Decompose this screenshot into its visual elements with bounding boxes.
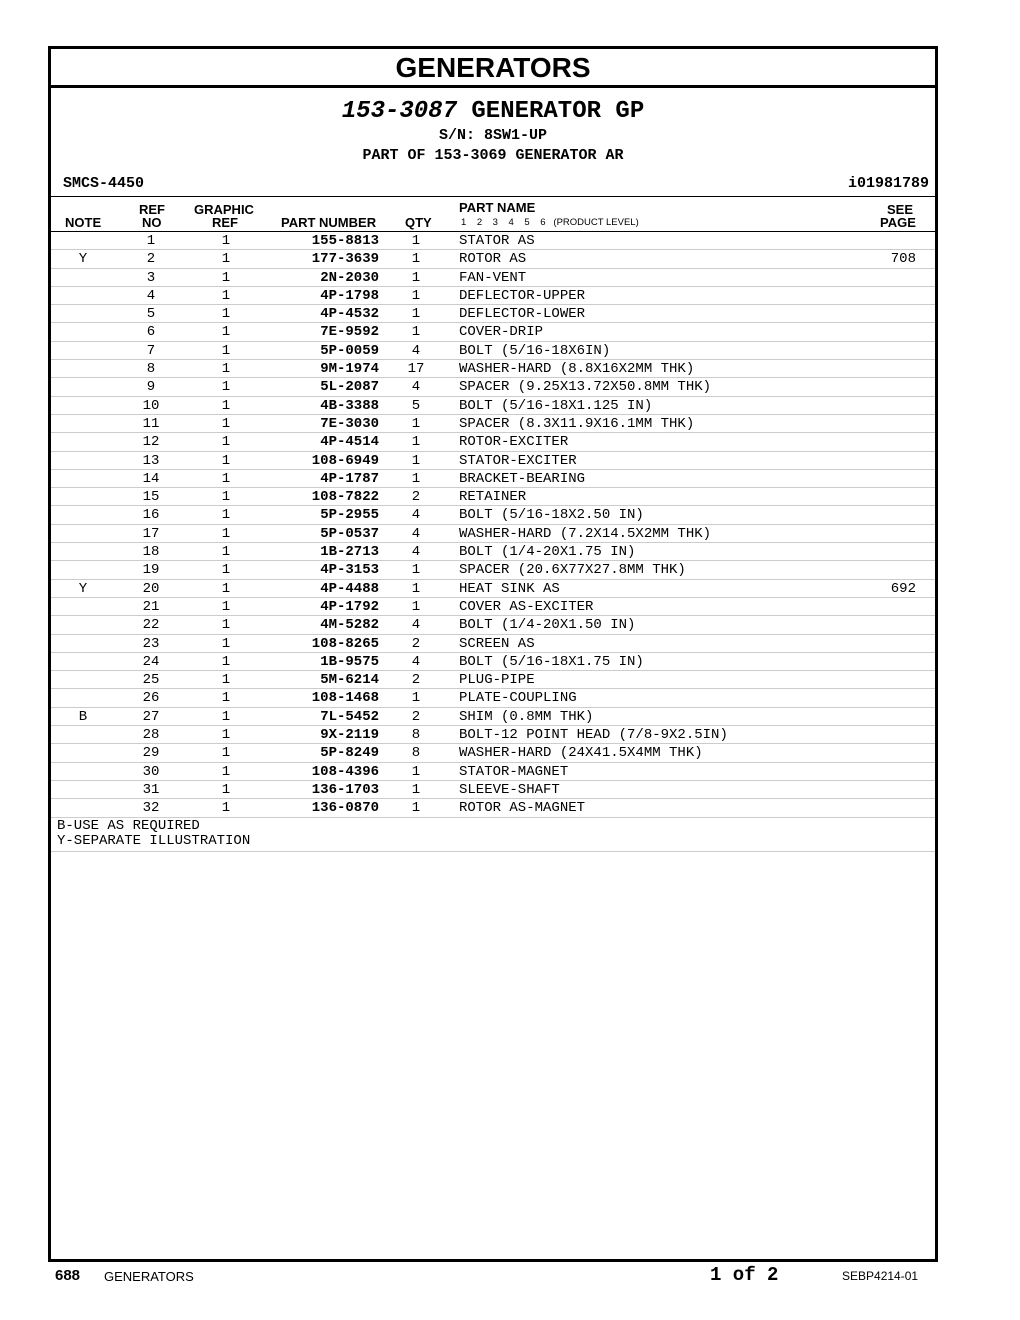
ref-no-cell: 6 [146,324,156,341]
table-row [51,781,935,799]
qty-cell: 4 [411,379,421,396]
part-number-cell: 5P-0059 [320,342,379,359]
graphic-ref-cell: 1 [221,617,231,634]
part-number-cell: 2N-2030 [320,269,379,286]
col-see-bottom: PAGE [880,215,916,230]
see-page-cell: 692 [890,580,916,597]
part-name-cell: SLEEVE-SHAFT [459,781,560,798]
ref-no-cell: 4 [146,287,156,304]
ref-no-cell: 10 [142,397,160,414]
col-qty: QTY [405,215,432,230]
ref-no-cell: 9 [146,379,156,396]
qty-cell: 1 [411,306,421,323]
qty-cell: 4 [411,617,421,634]
table-row [51,360,935,378]
graphic-ref-cell: 1 [221,580,231,597]
col-part-number: PART NUMBER [281,215,377,230]
graphic-ref-cell: 1 [221,763,231,780]
ref-no-cell: 27 [142,708,160,725]
ref-no-cell: 23 [142,635,160,652]
qty-cell: 1 [411,233,421,249]
ref-no-cell: 17 [142,525,160,542]
table-row [51,378,935,396]
part-name-cell: SPACER (20.6X77X27.8MM THK) [459,562,686,579]
graphic-ref-cell: 1 [221,562,231,579]
part-name-cell: SCREEN AS [459,635,535,652]
graphic-ref-cell: 1 [221,415,231,432]
table-row [51,635,935,653]
see-page-cell: 708 [890,251,916,268]
graphic-ref-cell: 1 [221,489,231,506]
part-number-cell: 4B-3388 [320,397,379,414]
part-number-cell: 136-0870 [311,800,379,817]
table-row [51,708,935,726]
part-number-cell: 4M-5282 [320,617,379,634]
part-number-cell: 136-1703 [311,781,379,798]
ref-no-cell: 30 [142,763,160,780]
ref-no-cell: 5 [146,306,156,323]
part-number-cell: 4P-1787 [320,470,379,487]
table-row [51,305,935,323]
ref-no-cell: 29 [142,745,160,762]
part-name-cell: BRACKET-BEARING [459,470,586,487]
table-row [51,689,935,707]
qty-cell: 1 [411,434,421,451]
ref-no-cell: 13 [142,452,160,469]
graphic-ref-cell: 1 [221,653,231,670]
footer-section: GENERATORS [104,1269,194,1284]
table-row [51,744,935,762]
qty-cell: 1 [411,781,421,798]
qty-cell: 1 [411,470,421,487]
part-number-cell: 5L-2087 [320,379,379,396]
table-row [51,653,935,671]
qty-cell: 1 [411,800,421,817]
note-cell: B [78,708,88,725]
qty-cell: 1 [411,598,421,615]
note-cell: Y [78,580,88,597]
graphic-ref-cell: 1 [221,269,231,286]
smcs-code: SMCS-4450 [63,175,145,192]
ref-no-cell: 7 [146,342,156,359]
footer-doc-number: SEBP4214-01 [842,1269,919,1283]
footer-page-of: 1 of 2 [710,1264,779,1286]
graphic-ref-cell: 1 [221,745,231,762]
part-name-cell: RETAINER [459,489,527,506]
ref-no-cell: 12 [142,434,160,451]
part-name-cell: STATOR-EXCITER [459,452,577,469]
ref-no-cell: 21 [142,598,160,615]
part-name-cell: ROTOR AS-MAGNET [459,800,586,817]
ref-no-cell: 3 [146,269,156,286]
col-ref-top: REF [139,202,165,217]
qty-cell: 4 [411,342,421,359]
part-number-cell: 1B-9575 [320,653,379,670]
qty-cell: 1 [411,415,421,432]
parts-list [51,232,935,818]
part-number-cell: 7E-3030 [320,415,379,432]
part-number-cell: 4P-1792 [320,598,379,615]
part-number-cell: 4P-4514 [320,434,379,451]
col-graphic-top: GRAPHIC [194,202,254,217]
serial-range: S/N: 8SW1-UP [438,127,548,144]
table-row [51,488,935,506]
ref-no-cell: 31 [142,781,160,798]
qty-cell: 2 [411,672,421,689]
col-part-name: PART NAME [459,200,536,215]
graphic-ref-cell: 1 [221,544,231,561]
part-name-cell: BOLT-12 POINT HEAD (7/8-9X2.5IN) [459,727,728,744]
parts-page-frame [48,46,938,1262]
part-name-cell: WASHER-HARD (7.2X14.5X2MM THK) [459,525,712,542]
qty-cell: 1 [411,287,421,304]
qty-cell: 8 [411,727,421,744]
table-row [51,598,935,616]
qty-cell: 1 [411,562,421,579]
qty-cell: 2 [411,708,421,725]
document-id: i01981789 [847,175,929,192]
qty-cell: 17 [407,361,425,378]
graphic-ref-cell: 1 [221,434,231,451]
graphic-ref-cell: 1 [221,635,231,652]
ref-no-cell: 18 [142,544,160,561]
qty-cell: 1 [411,324,421,341]
table-row [51,470,935,488]
qty-cell: 2 [411,489,421,506]
group-number: 153-3087 [341,98,457,125]
part-number-cell: 1B-2713 [320,544,379,561]
part-name-cell: BOLT (5/16-18X1.125 IN) [459,397,653,414]
part-name-cell: BOLT (5/16-18X1.75 IN) [459,653,644,670]
graphic-ref-cell: 1 [221,690,231,707]
graphic-ref-cell: 1 [221,287,231,304]
part-of: PART OF 153-3069 GENERATOR AR [362,147,624,164]
part-number-cell: 108-7822 [311,489,379,506]
part-number-cell: 177-3639 [311,251,379,268]
part-name-cell: FAN-VENT [459,269,527,286]
part-number-cell: 108-1468 [311,690,379,707]
section-title: GENERATORS [51,49,935,88]
qty-cell: 2 [411,635,421,652]
graphic-ref-cell: 1 [221,727,231,744]
part-name-cell: BOLT (1/4-20X1.50 IN) [459,617,636,634]
ref-no-cell: 26 [142,690,160,707]
part-number-cell: 108-4396 [311,763,379,780]
part-number-cell: 9M-1974 [320,361,379,378]
qty-cell: 5 [411,397,421,414]
part-name-cell: PLATE-COUPLING [459,690,577,707]
qty-cell: 1 [411,763,421,780]
part-name-cell: STATOR-MAGNET [459,763,569,780]
part-name-cell: HEAT SINK AS [459,580,560,597]
table-row [51,799,935,817]
ref-no-cell: 32 [142,800,160,817]
graphic-ref-cell: 1 [221,525,231,542]
col-ref-bottom: NO [142,215,162,230]
table-row [51,580,935,598]
graphic-ref-cell: 1 [221,781,231,798]
part-number-cell: 4P-1798 [320,287,379,304]
graphic-ref-cell: 1 [221,598,231,615]
table-header [51,196,935,232]
ref-no-cell: 2 [146,251,156,268]
footer-page-number: 688 [55,1267,81,1284]
part-number-cell: 5M-6214 [320,672,379,689]
table-row [51,323,935,341]
ref-no-cell: 8 [146,361,156,378]
part-name-cell: BOLT (1/4-20X1.75 IN) [459,544,636,561]
part-number-cell: 4P-4488 [320,580,379,597]
qty-cell: 4 [411,525,421,542]
graphic-ref-cell: 1 [221,708,231,725]
ref-no-cell: 15 [142,489,160,506]
part-name-cell: SPACER (8.3X11.9X16.1MM THK) [459,415,695,432]
table-row [51,543,935,561]
qty-cell: 8 [411,745,421,762]
table-row [51,269,935,287]
group-title [51,98,935,126]
part-number-cell: 7E-9592 [320,324,379,341]
col-note: NOTE [65,215,102,230]
ref-no-cell: 1 [146,233,156,249]
part-number-cell: 108-8265 [311,635,379,652]
part-number-cell: 5P-8249 [320,745,379,762]
part-name-cell: SHIM (0.8MM THK) [459,708,594,725]
table-row [51,561,935,579]
table-row [51,506,935,524]
table-row [51,726,935,744]
graphic-ref-cell: 1 [221,324,231,341]
part-number-cell: 155-8813 [311,233,379,249]
part-name-cell: PLUG-PIPE [459,672,535,689]
ref-no-cell: 24 [142,653,160,670]
part-number-cell: 5P-0537 [320,525,379,542]
part-name-cell: COVER-DRIP [459,324,544,341]
graphic-ref-cell: 1 [221,800,231,817]
part-name-cell: DEFLECTOR-UPPER [459,287,586,304]
meta-bar [51,172,935,196]
group-name: GENERATOR GP [471,98,645,125]
table-row [51,525,935,543]
graphic-ref-cell: 1 [221,251,231,268]
graphic-ref-cell: 1 [221,233,231,249]
qty-cell: 4 [411,544,421,561]
part-name-cell: WASHER-HARD (24X41.5X4MM THK) [459,745,703,762]
table-row [51,397,935,415]
part-name-cell: DEFLECTOR-LOWER [459,306,586,323]
table-row [51,250,935,268]
page-footer [0,1264,1020,1288]
graphic-ref-cell: 1 [221,397,231,414]
graphic-ref-cell: 1 [221,507,231,524]
col-graphic-bottom: REF [212,215,238,230]
col-product-level: 1 2 3 4 5 6 (PRODUCT LEVEL) [461,217,639,228]
part-number-cell: 7L-5452 [320,708,379,725]
part-name-cell: WASHER-HARD (8.8X16X2MM THK) [459,361,695,378]
table-row [51,616,935,634]
part-name-cell: ROTOR-EXCITER [459,434,569,451]
qty-cell: 1 [411,269,421,286]
ref-no-cell: 20 [142,580,160,597]
qty-cell: 1 [411,251,421,268]
ref-no-cell: 22 [142,617,160,634]
graphic-ref-cell: 1 [221,361,231,378]
table-row [51,763,935,781]
part-number-cell: 108-6949 [311,452,379,469]
part-name-cell: BOLT (5/16-18X2.50 IN) [459,507,644,524]
note-y: Y-SEPARATE ILLUSTRATION [57,832,251,849]
graphic-ref-cell: 1 [221,342,231,359]
ref-no-cell: 16 [142,507,160,524]
ref-no-cell: 14 [142,470,160,487]
table-row [51,452,935,470]
part-name-cell: COVER AS-EXCITER [459,598,594,615]
part-number-cell: 4P-4532 [320,306,379,323]
part-name-cell: BOLT (5/16-18X6IN) [459,342,611,359]
part-name-cell: STATOR AS [459,233,535,249]
qty-cell: 4 [411,653,421,670]
ref-no-cell: 28 [142,727,160,744]
graphic-ref-cell: 1 [221,470,231,487]
graphic-ref-cell: 1 [221,379,231,396]
ref-no-cell: 19 [142,562,160,579]
table-row [51,671,935,689]
table-row [51,342,935,360]
table-row [51,433,935,451]
ref-no-cell: 11 [142,415,160,432]
ref-no-cell: 25 [142,672,160,689]
col-see-top: SEE [887,202,914,217]
table-row [51,287,935,305]
part-number-cell: 9X-2119 [320,727,379,744]
note-cell: Y [78,251,88,268]
part-number-cell: 5P-2955 [320,507,379,524]
graphic-ref-cell: 1 [221,452,231,469]
part-name-cell: SPACER (9.25X13.72X50.8MM THK) [459,379,712,396]
graphic-ref-cell: 1 [221,306,231,323]
qty-cell: 1 [411,452,421,469]
table-row [51,415,935,433]
qty-cell: 4 [411,507,421,524]
graphic-ref-cell: 1 [221,672,231,689]
part-name-cell: ROTOR AS [459,251,527,268]
notes-block [51,818,935,852]
part-number-cell: 4P-3153 [320,562,379,579]
table-row [51,232,935,250]
note-b: B-USE AS REQUIRED [57,817,200,834]
qty-cell: 1 [411,690,421,707]
qty-cell: 1 [411,580,421,597]
